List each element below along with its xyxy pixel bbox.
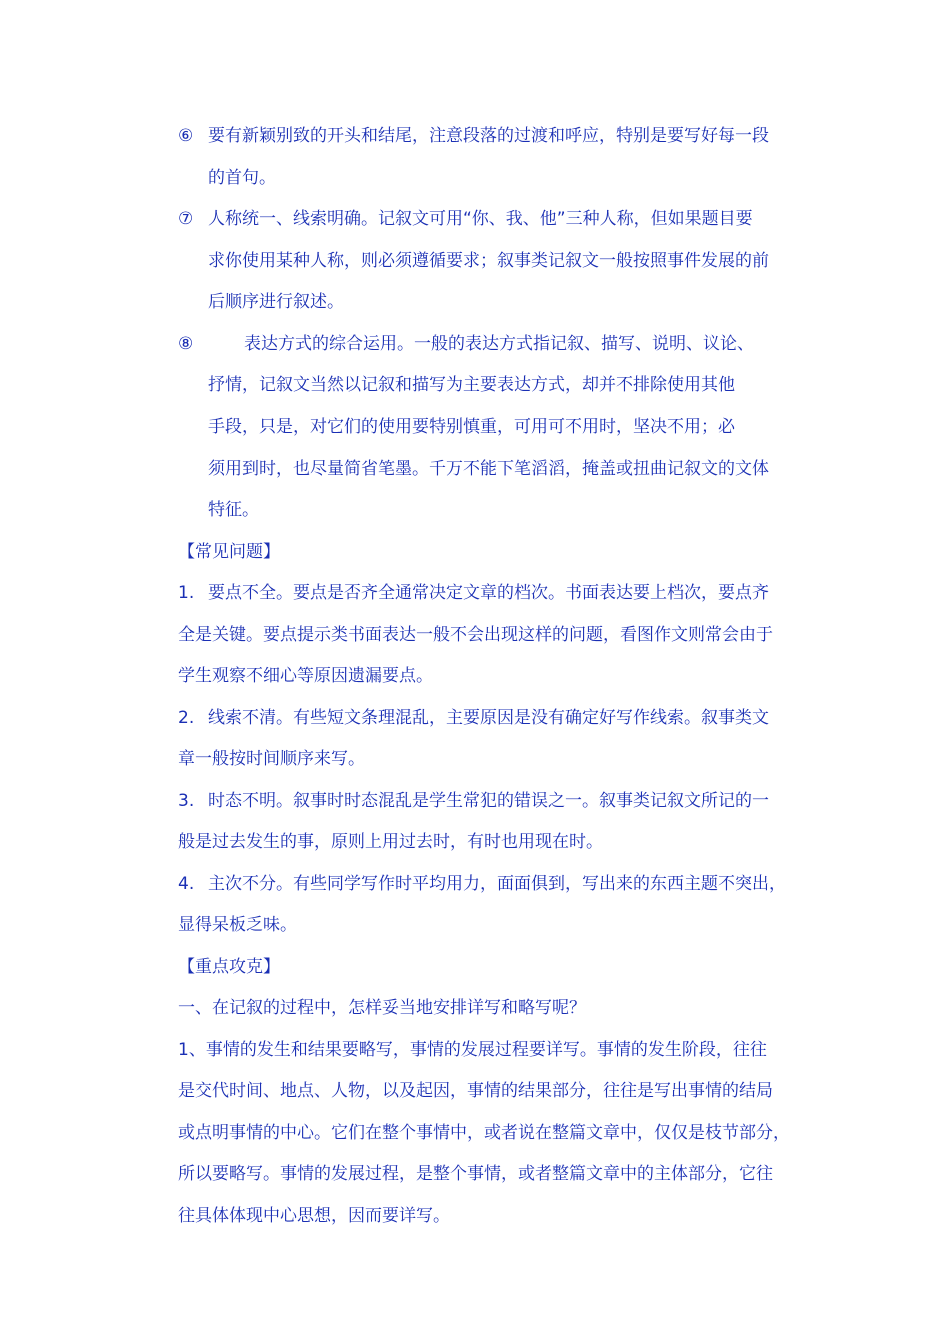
problem-number: 3. <box>178 791 195 811</box>
problem-text: 学生观察不细心等原因遗漏要点。 <box>178 666 433 686</box>
list-item-text: 人称统一、线索明确。记叙文可用“你、我、他”三种人称，但如果题目要 <box>208 209 753 229</box>
list-item-text: 须用到时，也尽量简省笔墨。千万不能下笔滔滔，掩盖或扭曲记叙文的文体 <box>208 459 769 479</box>
paragraph-line: 往具体体现中心思想，因而要详写。 <box>178 1206 450 1226</box>
problem-number: 2. <box>178 708 195 728</box>
problem-number: 1. <box>178 583 195 603</box>
paragraph-line: 或点明事情的中心。它们在整个事情中，或者说在整篇文章中，仅仅是枝节部分， <box>178 1123 790 1143</box>
problem-text: 要点不全。要点是否齐全通常决定文章的档次。书面表达要上档次，要点齐 <box>208 583 769 603</box>
list-item-text: 特征。 <box>208 500 259 520</box>
problem-number: 4. <box>178 874 195 894</box>
list-item-text: 的首句。 <box>208 168 276 188</box>
section-heading: 【重点攻克】 <box>178 957 280 977</box>
paragraph-line: 1、事情的发生和结果要略写，事情的发展过程要详写。事情的发生阶段，往往 <box>178 1040 767 1060</box>
problem-text: 全是关键。要点提示类书面表达一般不会出现这样的问题，看图作文则常会由于 <box>178 625 773 645</box>
list-marker: ⑦ <box>178 209 194 229</box>
problem-text: 线索不清。有些短文条理混乱，主要原因是没有确定好写作线索。叙事类文 <box>208 708 769 728</box>
list-item-text: 要有新颖别致的开头和结尾，注意段落的过渡和呼应，特别是要写好每一段 <box>208 126 769 146</box>
list-item-text: 后顺序进行叙述。 <box>208 292 344 312</box>
question-heading: 一、在记叙的过程中，怎样妥当地安排详写和略写呢？ <box>178 998 586 1018</box>
paragraph-line: 所以要略写。事情的发展过程，是整个事情，或者整篇文章中的主体部分，它往 <box>178 1164 773 1184</box>
list-marker: ⑥ <box>178 126 194 146</box>
list-item-text: 表达方式的综合运用。一般的表达方式指记叙、描写、说明、议论、 <box>244 334 754 354</box>
problem-text: 显得呆板乏味。 <box>178 915 297 935</box>
paragraph-line: 是交代时间、地点、人物，以及起因，事情的结果部分，往往是写出事情的结局 <box>178 1081 773 1101</box>
list-item-text: 手段，只是，对它们的使用要特别慎重，可用可不用时，坚决不用；必 <box>208 417 735 437</box>
list-item-text: 求你使用某种人称，则必须遵循要求；叙事类记叙文一般按照事件发展的前 <box>208 251 769 271</box>
problem-text: 章一般按时间顺序来写。 <box>178 749 365 769</box>
section-heading: 【常见问题】 <box>178 542 280 562</box>
list-marker: ⑧ <box>178 334 194 354</box>
list-item-text: 抒情，记叙文当然以记叙和描写为主要表达方式，却并不排除使用其他 <box>208 375 735 395</box>
problem-text: 般是过去发生的事，原则上用过去时，有时也用现在时。 <box>178 832 603 852</box>
problem-text: 主次不分。有些同学写作时平均用力，面面俱到，写出来的东西主题不突出， <box>208 874 786 894</box>
problem-text: 时态不明。叙事时时态混乱是学生常犯的错误之一。叙事类记叙文所记的一 <box>208 791 769 811</box>
